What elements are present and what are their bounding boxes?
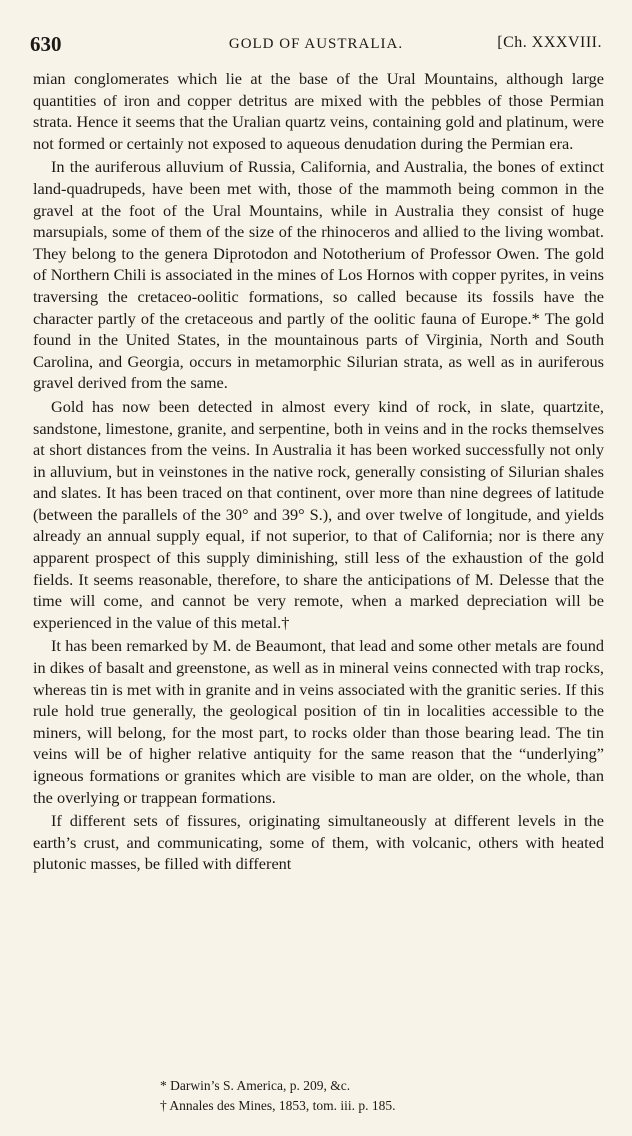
body-text bbox=[33, 68, 604, 875]
running-title: GOLD OF AUSTRALIA. bbox=[228, 36, 404, 52]
paragraph-4: It has been remarked by M. de Beaumont, that lead and some other metals are found in dikes of basalt and greenstone, as well as in mineral veins connected with trap rocks, whereas tin is met with in granite and in veins associated with the granitic series. If this rule hold true generally, the geological position of tin in localities accessible to the miners, will belong, for the most part, to rocks older than those bearing lead. The tin veins will be of higher relative antiquity for the same reason that the “underlying” igneous formations or granites which are visible to man are older, on the whole, than the overlying or trappean formations. bbox=[33, 636, 604, 807]
footnote-1: * Darwin’s S. America, p. 209, &c. bbox=[160, 1078, 351, 1093]
paragraph-5: If different sets of fissures, originating simultaneously at different levels in the earth’s crust, and communicating, some of them, with volcanic, others with heated plutonic masses, be filled with different bbox=[33, 811, 604, 874]
paragraph-3: Gold has now been detected in almost every kind of rock, in slate, quartzite, sandstone, limestone, granite, and serpentine, both in veins and in the rocks themselves at short distances from the veins. In Australia it has been worked successfully not only in alluvium, but in veinstones in the native rock, generally consisting of Silurian shales and slates. It has been traced on that continent, over more than nine degrees of latitude (between the parallels of the 30° and 39° S.), and over twelve of longitude, and yields already an annual supply equal, if not superior, to that of California; nor is there any apparent prospect of this supply diminishing, still less of the exhaustion of the gold fields. It seems reasonable, therefore, to share the anticipations of M. Delesse that the time will come, and cannot be very remote, when a marked depreciation will be experienced in the value of this metal.† bbox=[33, 396, 604, 632]
paragraph-2: In the auriferous alluvium of Russia, California, and Australia, the bones of extinct land-quadrupeds, have been met with, those of the mammoth being common in the gravel at the foot of the Ural Mountains, while in Australia they consist of huge marsupials, some of them of the size of the rhinoceros and allied to the living wombat. They belong to the genera Diprotodon and Nototherium of Professor Owen. The gold of Northern Chili is associated in the mines of Los Hornos with copper pyrites, in veins traversing the cretaceo-oolitic formations, so called because its fossils have the character partly of the cretaceous and partly of the oolitic fauna of Europe.* The gold found in the United States, in the mountainous parts of Virginia, North and South Carolina, and Georgia, occurs in metamorphic Silurian strata, as well as in auriferous gravel derived from the same. bbox=[33, 157, 604, 393]
page-number: 630 bbox=[30, 32, 62, 56]
footnotes bbox=[0, 1076, 632, 1116]
footnote-2: † Annales des Mines, 1853, tom. iii. p. 185. bbox=[160, 1098, 396, 1113]
chapter-reference: [Ch. XXXVIII. bbox=[497, 34, 602, 51]
paragraph-1: mian conglomerates which lie at the base of the Ural Mountains, although large quantities of iron and copper detritus are mixed with the pebbles of those Permian strata. Hence it seems that the Uralian quartz veins, containing gold and platinum, were not formed or certainly not exposed to aqueous denudation during the Permian era. bbox=[33, 69, 604, 153]
page-header bbox=[30, 32, 602, 58]
